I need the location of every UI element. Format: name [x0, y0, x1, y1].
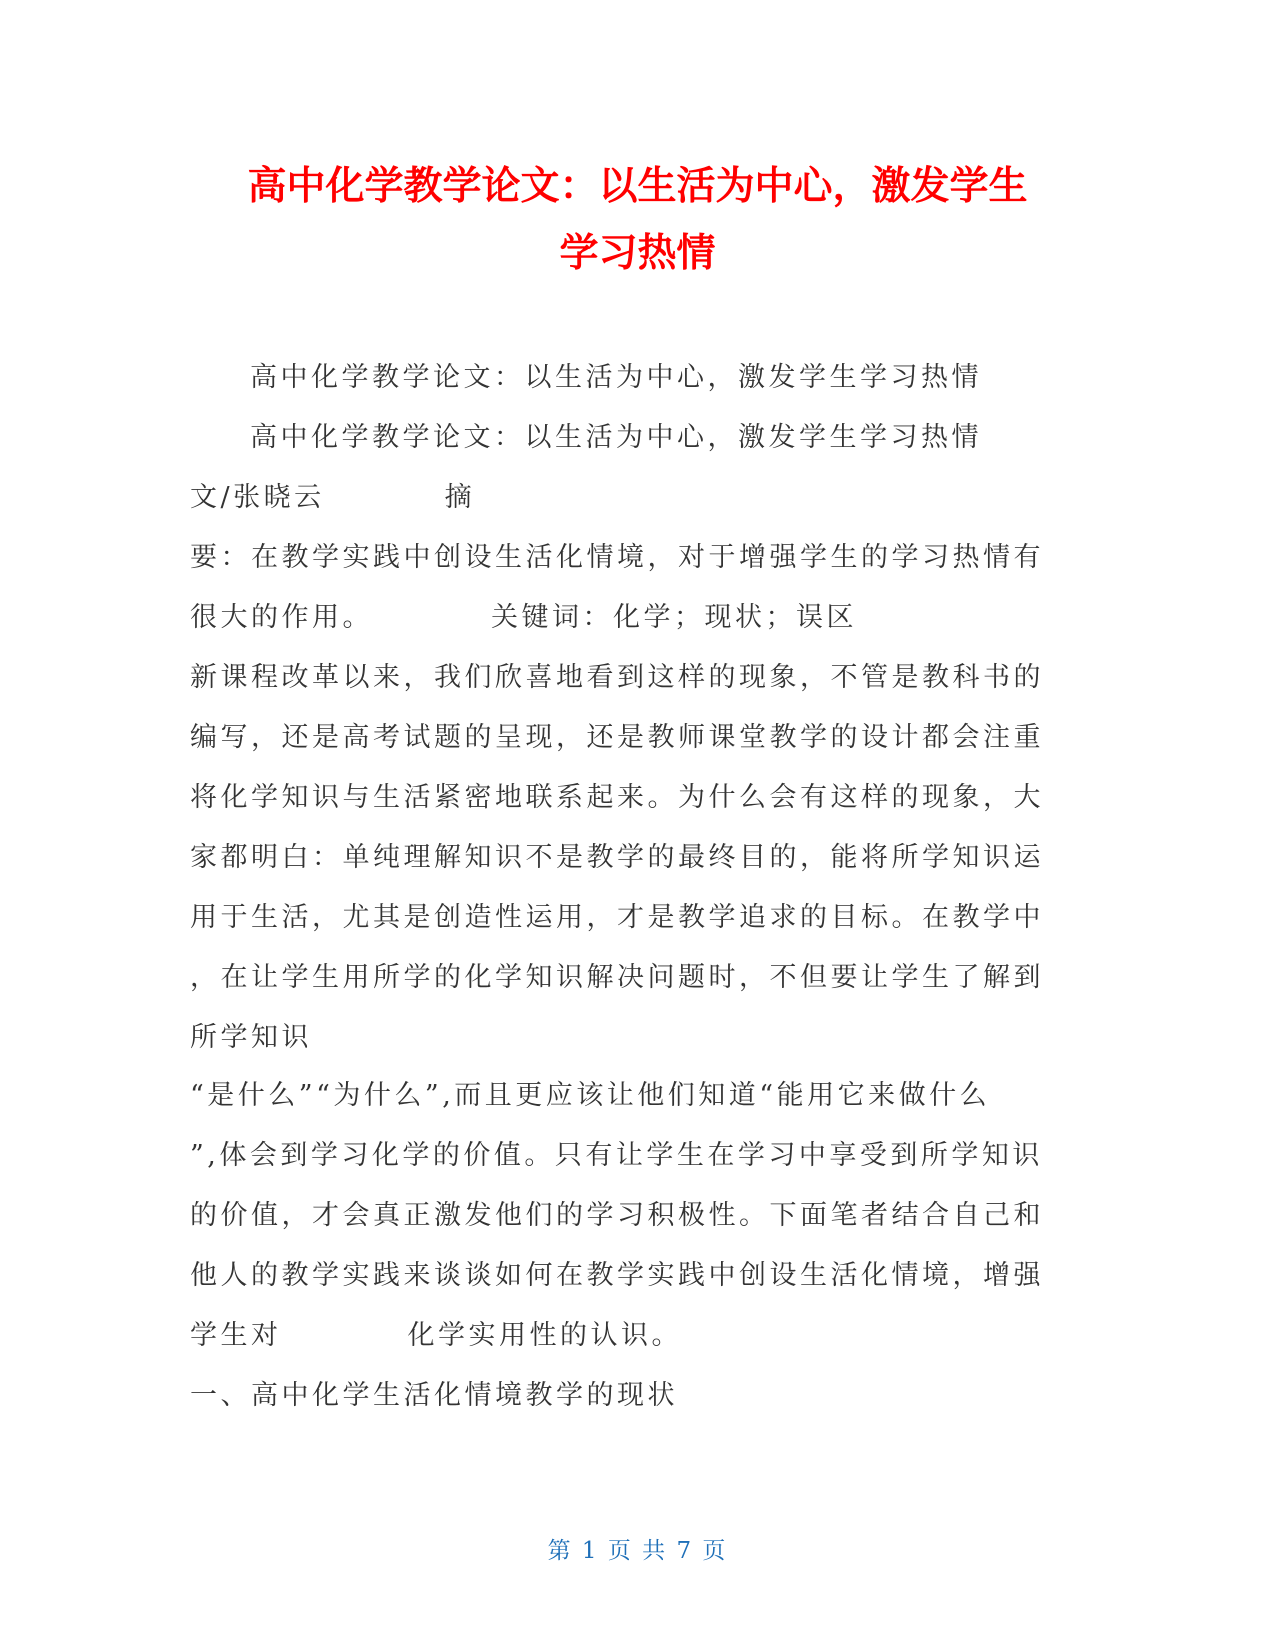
body-line: 所学知识 [190, 1022, 312, 1053]
body-line: ，在让学生用所学的化学知识解决问题时，不但要让学生了解到 [190, 962, 1044, 993]
body-line: 新课程改革以来，我们欣喜地看到这样的现象，不管是教科书的 [190, 662, 1044, 693]
body-line: 要：在教学实践中创设生活化情境，对于增强学生的学习热情有 [190, 542, 1044, 573]
body-text: 学生对 [190, 1320, 282, 1351]
body-line: 将化学知识与生活紧密地联系起来。为什么会有这样的现象，大 [190, 782, 1044, 813]
keywords: 关键词：化学；现状；误区 [491, 602, 857, 633]
author-byline: 文/张晓云 [190, 482, 325, 513]
body-line: “是什么”“为什么”,而且更应该让他们知道“能用它来做什么 [190, 1080, 991, 1111]
body-line: ”,体会到学习化学的价值。只有让学生在学习中享受到所学知识 [190, 1140, 1043, 1171]
body-line [190, 598, 857, 638]
page-number: 第 1 页 共 7 页 [547, 1538, 728, 1564]
body-line: 他人的教学实践来谈谈如何在教学实践中创设生活化情境，增强 [190, 1260, 1044, 1291]
body-line [190, 478, 475, 518]
body-line: 用于生活，尤其是创造性运用，才是教学追求的目标。在教学中 [190, 902, 1044, 933]
body-line: 高中化学教学论文：以生活为中心，激发学生学习热情 [250, 362, 982, 393]
body-text: 化学实用性的认识。 [407, 1320, 682, 1351]
title-line-2: 学习热情 [559, 231, 716, 276]
body-line: 的价值，才会真正激发他们的学习积极性。下面笔者结合自己和 [190, 1200, 1044, 1231]
body-line: 家都明白：单纯理解知识不是教学的最终目的，能将所学知识运 [190, 842, 1044, 873]
body-line: 编写，还是高考试题的呈现，还是教师课堂教学的设计都会注重 [190, 722, 1044, 753]
body-line [190, 1316, 682, 1356]
title-line-1: 高中化学教学论文：以生活为中心，激发学生 [247, 164, 1028, 209]
body-line: 高中化学教学论文：以生活为中心，激发学生学习热情 [250, 422, 982, 453]
abstract-end: 很大的作用。 [190, 602, 373, 633]
section-heading: 一、高中化学生活化情境教学的现状 [190, 1380, 678, 1411]
abstract-label-start: 摘 [444, 482, 476, 513]
